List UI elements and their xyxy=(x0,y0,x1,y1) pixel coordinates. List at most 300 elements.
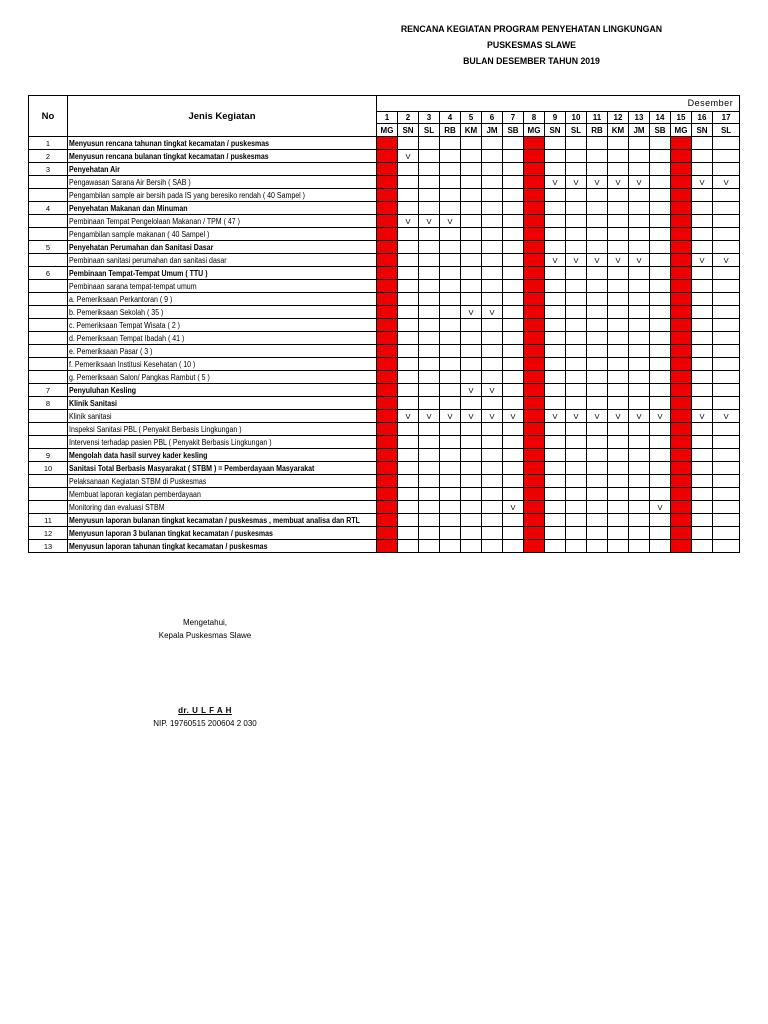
day-cell xyxy=(398,462,419,475)
day-cell xyxy=(629,319,650,332)
day-cell xyxy=(608,540,629,553)
signer-name: dr. U L F A H xyxy=(178,706,232,715)
day-cell xyxy=(587,423,608,436)
day-cell xyxy=(545,267,566,280)
day-cell xyxy=(377,241,398,254)
day-cell xyxy=(377,527,398,540)
day-cell xyxy=(503,488,524,501)
day-number-4: 4 xyxy=(440,112,461,124)
day-cell xyxy=(545,397,566,410)
row-number: 4 xyxy=(29,202,68,215)
day-cell xyxy=(629,189,650,202)
day-cell xyxy=(608,293,629,306)
day-cell xyxy=(545,319,566,332)
activity-cell xyxy=(68,189,377,202)
day-cell xyxy=(566,527,587,540)
day-cell xyxy=(650,540,671,553)
weekday-2: SN xyxy=(398,124,419,137)
day-cell xyxy=(377,176,398,189)
day-cell xyxy=(566,462,587,475)
table-row xyxy=(29,215,740,228)
day-cell xyxy=(650,228,671,241)
day-cell xyxy=(419,501,440,514)
day-cell xyxy=(398,527,419,540)
day-cell xyxy=(419,488,440,501)
day-cell xyxy=(377,397,398,410)
day-cell xyxy=(587,137,608,150)
day-cell xyxy=(503,280,524,293)
day-cell xyxy=(461,488,482,501)
day-cell xyxy=(566,488,587,501)
activity-label: Monitoring dan evaluasi STBM xyxy=(69,502,165,512)
weekday-10: SL xyxy=(566,124,587,137)
day-cell xyxy=(398,189,419,202)
table-row xyxy=(29,306,740,319)
day-cell xyxy=(503,163,524,176)
day-cell xyxy=(377,332,398,345)
day-cell xyxy=(671,319,692,332)
table-row xyxy=(29,241,740,254)
day-cell xyxy=(461,228,482,241)
check-mark: V xyxy=(482,306,503,319)
day-cell xyxy=(461,137,482,150)
day-cell xyxy=(377,423,398,436)
day-cell xyxy=(650,436,671,449)
day-cell xyxy=(566,267,587,280)
check-mark: V xyxy=(713,176,740,189)
day-cell xyxy=(461,501,482,514)
activity-label: Sanitasi Total Berbasis Masyarakat ( STBM ) = Pemberdayaan Masyarakat xyxy=(69,463,315,473)
day-cell xyxy=(482,267,503,280)
day-cell xyxy=(629,332,650,345)
day-cell xyxy=(692,306,713,319)
table-row xyxy=(29,254,740,267)
day-cell xyxy=(440,254,461,267)
day-cell xyxy=(671,150,692,163)
day-cell xyxy=(482,137,503,150)
day-cell xyxy=(377,267,398,280)
day-cell xyxy=(440,241,461,254)
day-cell xyxy=(629,527,650,540)
day-cell xyxy=(608,397,629,410)
day-cell xyxy=(671,501,692,514)
activity-label: Pengambilan sample makanan ( 40 Sampel ) xyxy=(69,229,210,239)
day-cell xyxy=(650,280,671,293)
day-cell xyxy=(545,332,566,345)
day-cell xyxy=(629,423,650,436)
check-mark: V xyxy=(461,306,482,319)
day-cell xyxy=(608,137,629,150)
day-cell xyxy=(461,358,482,371)
day-cell xyxy=(545,215,566,228)
activity-cell xyxy=(68,449,377,462)
day-cell xyxy=(482,254,503,267)
row-number xyxy=(29,358,68,371)
table-row xyxy=(29,436,740,449)
table-row xyxy=(29,280,740,293)
day-cell xyxy=(629,462,650,475)
day-cell xyxy=(503,540,524,553)
day-cell xyxy=(713,150,740,163)
day-cell xyxy=(482,423,503,436)
day-cell xyxy=(629,241,650,254)
day-cell xyxy=(692,150,713,163)
day-cell xyxy=(713,293,740,306)
day-cell xyxy=(398,228,419,241)
day-cell xyxy=(692,501,713,514)
day-cell xyxy=(608,228,629,241)
activity-label: Intervensi terhadap pasien PBL ( Penyakit Berbasis Lingkungan ) xyxy=(69,437,272,447)
title-line-2: PUSKESMAS SLAWE xyxy=(487,40,576,51)
activity-cell xyxy=(68,150,377,163)
day-cell xyxy=(713,371,740,384)
day-cell xyxy=(545,475,566,488)
day-cell xyxy=(503,371,524,384)
day-cell xyxy=(587,163,608,176)
day-cell xyxy=(671,176,692,189)
activity-cell xyxy=(68,384,377,397)
day-cell xyxy=(566,150,587,163)
row-number xyxy=(29,176,68,189)
check-mark: V xyxy=(629,410,650,423)
day-cell xyxy=(566,319,587,332)
day-cell xyxy=(671,475,692,488)
activity-cell xyxy=(68,306,377,319)
table-row xyxy=(29,384,740,397)
day-number-8: 8 xyxy=(524,112,545,124)
day-cell xyxy=(629,501,650,514)
day-number-11: 11 xyxy=(587,112,608,124)
day-cell xyxy=(650,449,671,462)
activity-label: b. Pemeriksaan Sekolah ( 35 ) xyxy=(69,307,164,317)
day-cell xyxy=(566,189,587,202)
day-cell xyxy=(398,202,419,215)
day-cell xyxy=(377,319,398,332)
day-cell xyxy=(461,475,482,488)
day-cell xyxy=(503,202,524,215)
day-cell xyxy=(377,501,398,514)
row-number xyxy=(29,280,68,293)
day-cell xyxy=(482,189,503,202)
document-title xyxy=(300,22,763,70)
day-cell xyxy=(398,267,419,280)
day-cell xyxy=(566,345,587,358)
day-cell xyxy=(566,514,587,527)
day-number-17: 17 xyxy=(713,112,740,124)
day-cell xyxy=(608,241,629,254)
day-cell xyxy=(482,319,503,332)
day-cell xyxy=(545,384,566,397)
day-cell xyxy=(650,293,671,306)
table-row xyxy=(29,202,740,215)
table-row xyxy=(29,462,740,475)
day-cell xyxy=(671,137,692,150)
day-cell xyxy=(440,280,461,293)
day-cell xyxy=(377,540,398,553)
day-cell xyxy=(566,163,587,176)
activity-cell xyxy=(68,436,377,449)
day-cell xyxy=(440,423,461,436)
activity-cell xyxy=(68,345,377,358)
day-cell xyxy=(503,527,524,540)
day-cell xyxy=(650,475,671,488)
day-cell xyxy=(524,202,545,215)
day-cell xyxy=(545,150,566,163)
day-cell xyxy=(524,150,545,163)
day-cell xyxy=(419,449,440,462)
day-cell xyxy=(608,280,629,293)
activity-cell xyxy=(68,267,377,280)
day-cell xyxy=(692,436,713,449)
day-cell xyxy=(419,254,440,267)
activity-label: Mengolah data hasil survey kader kesling xyxy=(69,450,208,460)
weekday-14: SB xyxy=(650,124,671,137)
day-cell xyxy=(587,332,608,345)
day-number-13: 13 xyxy=(629,112,650,124)
day-cell xyxy=(461,371,482,384)
day-cell xyxy=(692,540,713,553)
table-row xyxy=(29,475,740,488)
column-header-activity: Jenis Kegiatan xyxy=(68,96,377,137)
day-cell xyxy=(440,462,461,475)
check-mark: V xyxy=(587,254,608,267)
acknowledged-label: Mengetahui, xyxy=(182,618,228,627)
day-cell xyxy=(713,384,740,397)
day-cell xyxy=(671,189,692,202)
day-cell xyxy=(545,280,566,293)
day-cell xyxy=(671,488,692,501)
day-cell xyxy=(419,319,440,332)
check-mark: V xyxy=(629,176,650,189)
activity-label: Penyuluhan Kesling xyxy=(69,385,137,395)
day-cell xyxy=(398,319,419,332)
day-cell xyxy=(671,202,692,215)
day-cell xyxy=(377,306,398,319)
day-cell xyxy=(503,241,524,254)
day-cell xyxy=(566,202,587,215)
day-cell xyxy=(608,267,629,280)
row-number xyxy=(29,293,68,306)
day-cell xyxy=(398,475,419,488)
day-cell xyxy=(671,540,692,553)
check-mark: V xyxy=(650,501,671,514)
day-cell xyxy=(671,228,692,241)
day-cell xyxy=(692,293,713,306)
day-cell xyxy=(629,280,650,293)
day-cell xyxy=(650,358,671,371)
day-cell xyxy=(377,150,398,163)
check-mark: V xyxy=(419,410,440,423)
day-cell xyxy=(671,436,692,449)
check-mark: V xyxy=(545,176,566,189)
day-cell xyxy=(524,306,545,319)
day-cell xyxy=(461,449,482,462)
day-cell xyxy=(377,514,398,527)
day-cell xyxy=(629,436,650,449)
title-line-1: RENCANA KEGIATAN PROGRAM PENYEHATAN LINGKUNGAN xyxy=(400,24,663,35)
day-cell xyxy=(671,423,692,436)
day-cell xyxy=(461,345,482,358)
table-row xyxy=(29,293,740,306)
day-cell xyxy=(419,345,440,358)
day-cell xyxy=(629,345,650,358)
row-number: 5 xyxy=(29,241,68,254)
day-cell xyxy=(587,384,608,397)
day-cell xyxy=(713,306,740,319)
day-cell xyxy=(461,293,482,306)
table-row xyxy=(29,137,740,150)
day-cell xyxy=(482,345,503,358)
day-cell xyxy=(503,462,524,475)
day-cell xyxy=(650,514,671,527)
day-cell xyxy=(566,449,587,462)
day-cell xyxy=(629,293,650,306)
day-cell xyxy=(566,137,587,150)
day-cell xyxy=(377,358,398,371)
day-cell xyxy=(461,397,482,410)
check-mark: V xyxy=(545,410,566,423)
day-cell xyxy=(377,202,398,215)
day-cell xyxy=(587,293,608,306)
activity-label: Menyusun laporan bulanan tingkat kecamatan / puskesmas , membuat analisa dan RTL xyxy=(69,515,360,525)
day-cell xyxy=(377,475,398,488)
day-number-1: 1 xyxy=(377,112,398,124)
day-cell xyxy=(671,280,692,293)
day-cell xyxy=(629,202,650,215)
day-cell xyxy=(566,293,587,306)
day-cell xyxy=(566,475,587,488)
day-cell xyxy=(419,436,440,449)
day-cell xyxy=(524,319,545,332)
day-cell xyxy=(440,436,461,449)
day-cell xyxy=(398,540,419,553)
day-cell xyxy=(524,423,545,436)
day-cell xyxy=(419,540,440,553)
day-cell xyxy=(671,527,692,540)
day-cell xyxy=(671,384,692,397)
day-cell xyxy=(650,215,671,228)
activity-label: Klinik Sanitasi xyxy=(69,398,117,408)
day-cell xyxy=(398,293,419,306)
day-cell xyxy=(503,514,524,527)
day-cell xyxy=(671,514,692,527)
day-cell xyxy=(503,449,524,462)
weekday-16: SN xyxy=(692,124,713,137)
day-cell xyxy=(398,436,419,449)
day-cell xyxy=(524,254,545,267)
day-cell xyxy=(440,371,461,384)
activity-cell xyxy=(68,358,377,371)
day-cell xyxy=(377,137,398,150)
row-number xyxy=(29,254,68,267)
day-cell xyxy=(461,527,482,540)
day-cell xyxy=(503,228,524,241)
table-row xyxy=(29,371,740,384)
day-cell xyxy=(629,267,650,280)
weekday-1: MG xyxy=(377,124,398,137)
activity-cell xyxy=(68,163,377,176)
day-cell xyxy=(608,163,629,176)
day-cell xyxy=(440,397,461,410)
day-cell xyxy=(482,150,503,163)
day-cell xyxy=(608,423,629,436)
day-cell xyxy=(587,488,608,501)
day-cell xyxy=(608,189,629,202)
day-cell xyxy=(587,345,608,358)
day-cell xyxy=(587,267,608,280)
day-cell xyxy=(482,475,503,488)
day-cell xyxy=(419,527,440,540)
day-cell xyxy=(692,202,713,215)
check-mark: V xyxy=(587,410,608,423)
day-cell xyxy=(482,163,503,176)
day-cell xyxy=(692,462,713,475)
day-cell xyxy=(650,241,671,254)
day-number-16: 16 xyxy=(692,112,713,124)
day-cell xyxy=(566,241,587,254)
row-number: 1 xyxy=(29,137,68,150)
check-mark: V xyxy=(398,150,419,163)
table-row xyxy=(29,410,740,423)
day-cell xyxy=(692,527,713,540)
day-cell xyxy=(440,189,461,202)
check-mark: V xyxy=(503,501,524,514)
row-number: 2 xyxy=(29,150,68,163)
weekday-9: SN xyxy=(545,124,566,137)
day-cell xyxy=(503,306,524,319)
day-cell xyxy=(650,202,671,215)
day-cell xyxy=(524,488,545,501)
day-cell xyxy=(503,215,524,228)
day-cell xyxy=(692,423,713,436)
day-cell xyxy=(566,358,587,371)
activity-cell xyxy=(68,293,377,306)
check-mark: V xyxy=(713,410,740,423)
day-cell xyxy=(440,150,461,163)
day-cell xyxy=(713,449,740,462)
day-cell xyxy=(377,384,398,397)
activity-label: Penyehatan Perumahan dan Sanitasi Dasar xyxy=(69,242,214,252)
day-cell xyxy=(503,436,524,449)
day-cell xyxy=(482,501,503,514)
activity-cell xyxy=(68,527,377,540)
activity-label: a. Pemeriksaan Perkantoran ( 9 ) xyxy=(69,294,173,304)
table-row xyxy=(29,514,740,527)
row-number: 10 xyxy=(29,462,68,475)
weekday-3: SL xyxy=(419,124,440,137)
day-cell xyxy=(692,215,713,228)
day-cell xyxy=(566,228,587,241)
day-cell xyxy=(419,176,440,189)
day-cell xyxy=(461,150,482,163)
table-row xyxy=(29,332,740,345)
day-cell xyxy=(482,358,503,371)
day-cell xyxy=(524,540,545,553)
day-cell xyxy=(671,254,692,267)
day-cell xyxy=(650,345,671,358)
day-cell xyxy=(713,215,740,228)
activity-cell xyxy=(68,202,377,215)
day-cell xyxy=(587,514,608,527)
day-cell xyxy=(650,163,671,176)
day-cell xyxy=(629,306,650,319)
day-cell xyxy=(524,462,545,475)
day-number-2: 2 xyxy=(398,112,419,124)
check-mark: V xyxy=(545,254,566,267)
day-cell xyxy=(545,514,566,527)
day-cell xyxy=(524,228,545,241)
check-mark: V xyxy=(713,254,740,267)
